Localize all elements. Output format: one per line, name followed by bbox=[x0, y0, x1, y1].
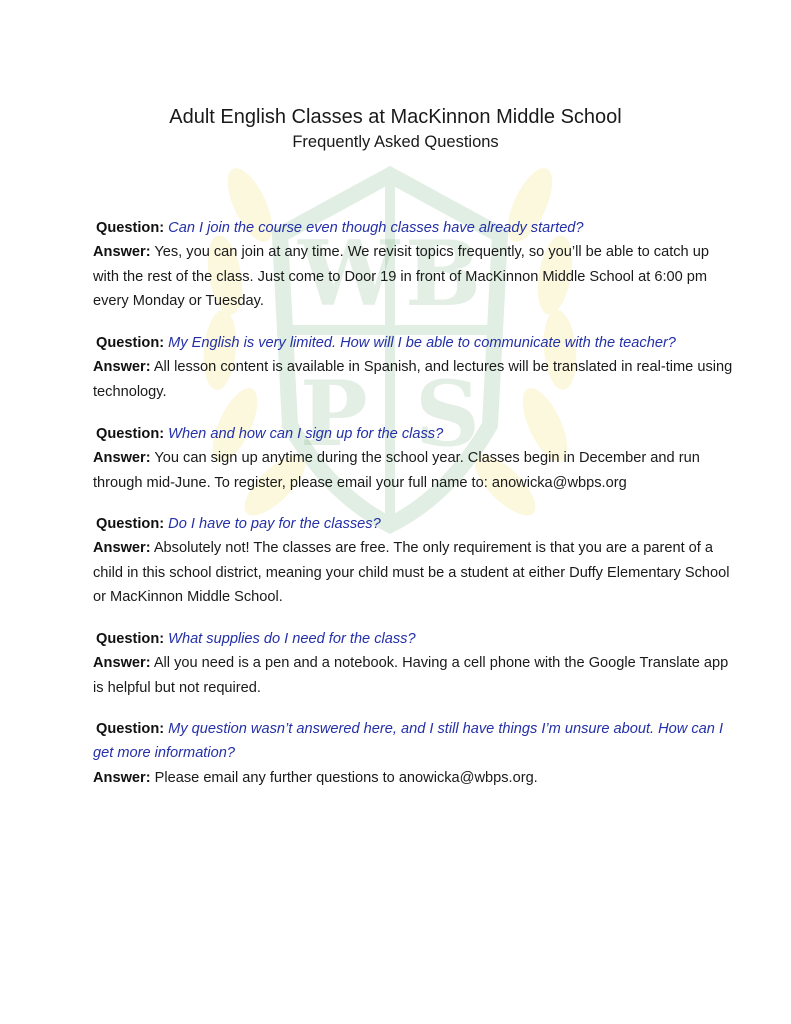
answer-label: Answer: bbox=[93, 540, 151, 557]
watermark-letter-s: S bbox=[415, 361, 480, 467]
page-title: Adult English Classes at MacKinnon Middle School bbox=[169, 106, 622, 128]
watermark-letter-b: B bbox=[405, 221, 482, 327]
question-label: Question: bbox=[96, 220, 165, 236]
faq-item bbox=[93, 717, 733, 790]
question-label: Question: bbox=[96, 335, 165, 351]
watermark-letter-w: W bbox=[298, 221, 400, 327]
question-label: Question: bbox=[96, 631, 165, 647]
question-label: Question: bbox=[96, 516, 165, 532]
answer-text: Please email any further questions to anowicka@wbps.org. bbox=[154, 769, 538, 786]
page-subtitle: Frequently Asked Questions bbox=[292, 133, 499, 151]
answer-text: All lesson content is available in Spanish, and lectures will be translated in real-time using technology. bbox=[93, 359, 733, 400]
answer-text: You can sign up anytime during the school year. Classes begin in December and run through mid-June. To register, please email your full name to: anowicka@wbps.org bbox=[93, 450, 700, 491]
answer-text: Absolutely not! The classes are free. The only requirement is that you are a parent of a child in this school district, meaning your child must be a student at either Duffy Elementary School or MacKinnon Middle School. bbox=[93, 540, 730, 605]
question-text: What supplies do I need for the class? bbox=[168, 631, 416, 647]
faq-item bbox=[93, 422, 733, 495]
answer-text: All you need is a pen and a notebook. Having a cell phone with the Google Translate app is helpful but not required. bbox=[93, 655, 729, 696]
faq-item bbox=[93, 331, 733, 404]
answer-text: Yes, you can join at any time. We revisit topics frequently, so you’ll be able to catch up with the rest of the class. Just come to Door 19 in front of MacKinnon Middle School at 6:00 pm every Monday or Tuesday. bbox=[93, 244, 709, 309]
answer-label: Answer: bbox=[93, 450, 151, 467]
faq-item bbox=[93, 216, 733, 313]
question-text: Can I join the course even though classes have already started? bbox=[168, 220, 584, 236]
answer-label: Answer: bbox=[93, 359, 151, 376]
watermark-letter-p: P bbox=[300, 361, 368, 467]
answer-label: Answer: bbox=[93, 655, 151, 672]
question-label: Question: bbox=[96, 426, 165, 442]
question-text: My English is very limited. How will I be able to communicate with the teacher? bbox=[168, 335, 676, 351]
answer-label: Answer: bbox=[93, 769, 151, 786]
faq-item bbox=[93, 627, 733, 700]
question-text: My question wasn’t answered here, and I still have things I’m unsure about. How can I get more information? bbox=[93, 721, 724, 762]
question-text: When and how can I sign up for the class? bbox=[168, 426, 444, 442]
question-text: Do I have to pay for the classes? bbox=[168, 516, 381, 532]
question-label: Question: bbox=[96, 721, 165, 737]
faq-item bbox=[93, 512, 733, 609]
answer-label: Answer: bbox=[93, 244, 151, 261]
